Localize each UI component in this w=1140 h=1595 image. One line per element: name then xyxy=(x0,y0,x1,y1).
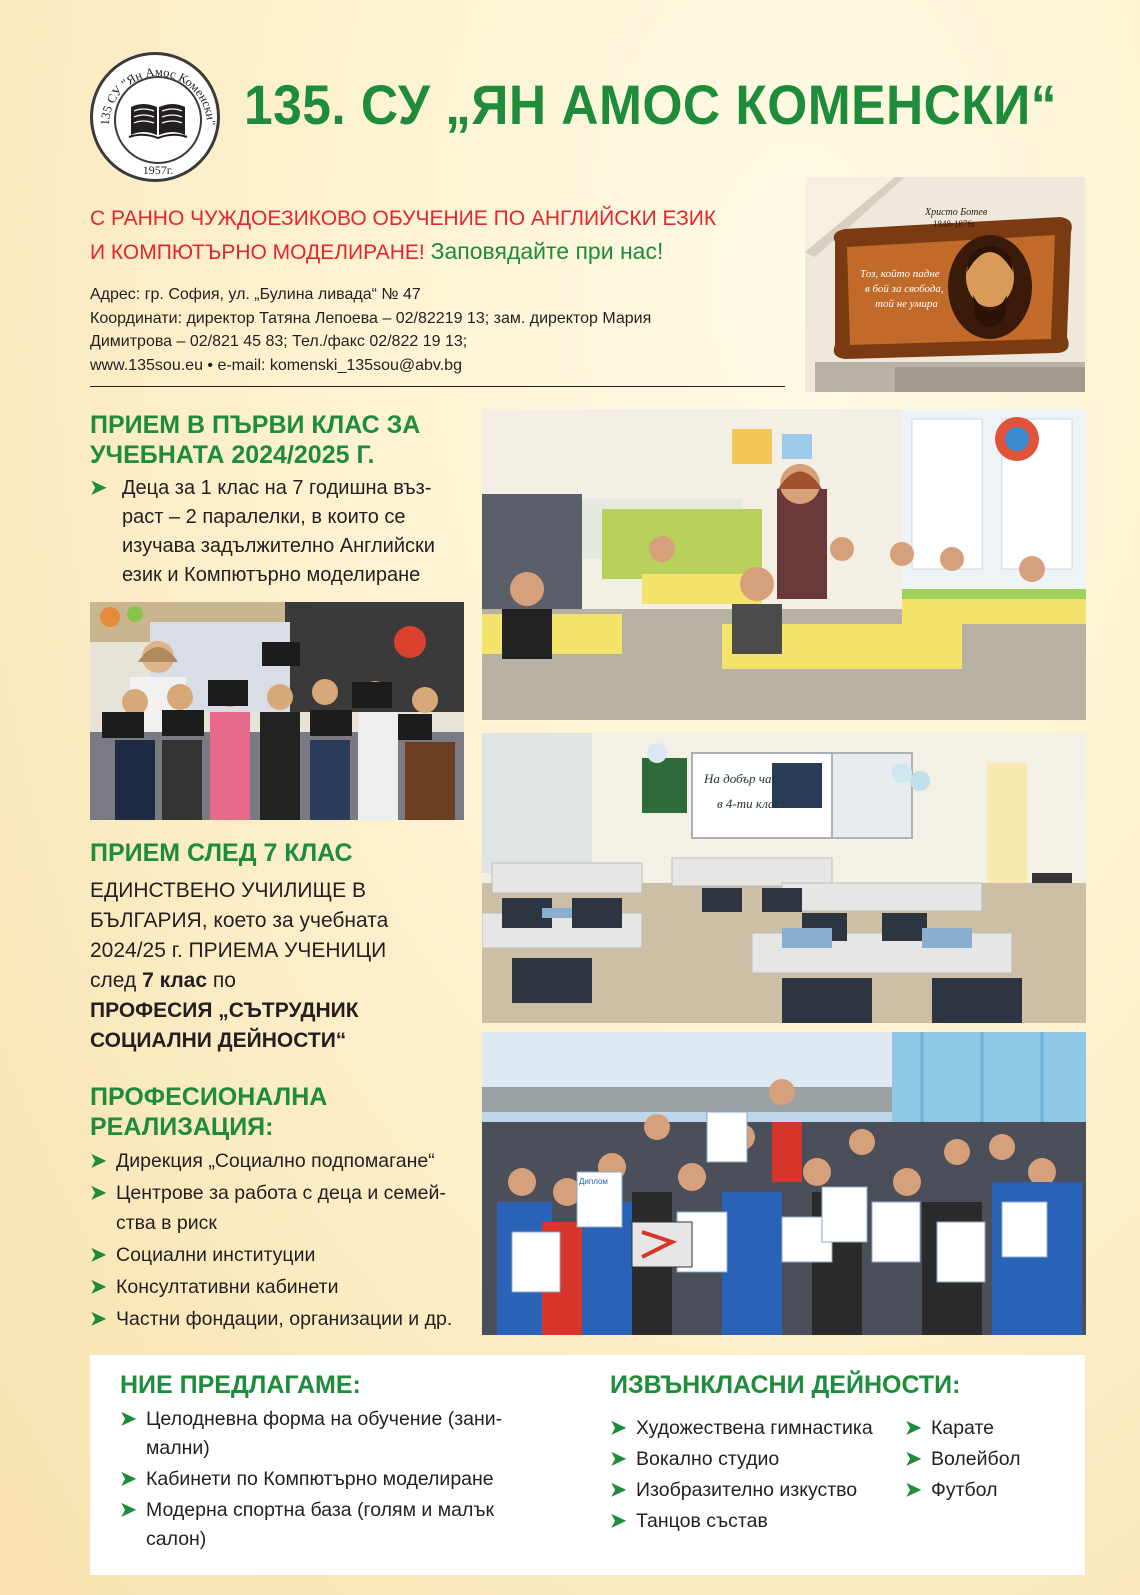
contact-info xyxy=(90,283,790,377)
classroom-photo-1 xyxy=(482,409,1086,720)
list-item-text: Кабинети по Компютърно моделиране xyxy=(146,1468,494,1490)
list-item xyxy=(120,1405,540,1463)
arrow-icon: ➤ xyxy=(90,1308,107,1330)
arrow-icon: ➤ xyxy=(90,1150,107,1172)
bullet-line: език и Компютърно моделиране xyxy=(122,564,421,586)
seventh-grade-text xyxy=(90,876,470,1056)
arrow-icon: ➤ xyxy=(905,1417,922,1439)
text-line: БЪЛГАРИЯ, което за учебната xyxy=(90,909,389,932)
career-heading-line1: ПРОФЕСИОНАЛНА xyxy=(90,1083,328,1111)
list-item xyxy=(120,1465,540,1494)
text-fragment: след xyxy=(90,969,143,992)
arrow-icon: ➤ xyxy=(90,1276,107,1298)
bullet-line: Деца за 1 клас на 7 годишна въз- xyxy=(122,477,432,499)
tagline-invite: Заповядайте при нас! xyxy=(430,238,664,264)
mural-name: Христо Ботев xyxy=(925,207,988,218)
offer-list xyxy=(120,1405,540,1556)
extracurricular-col1 xyxy=(610,1413,900,1537)
arrow-icon: ➤ xyxy=(90,1244,107,1266)
arrow-icon: ➤ xyxy=(120,1468,137,1490)
list-item-text: мални) xyxy=(146,1437,210,1459)
kids-tablets-photo xyxy=(90,602,464,820)
arrow-icon: ➤ xyxy=(610,1417,627,1439)
arrow-icon: ➤ xyxy=(90,477,107,499)
coordinates-line1: Координати: директор Татяна Лепоева – 02/82219 13; зам. директор Мария xyxy=(90,309,652,327)
list-item-text: Частни фондации, организации и др. xyxy=(116,1308,453,1330)
list-item xyxy=(90,1304,470,1334)
list-item xyxy=(905,1475,1065,1506)
list-item xyxy=(90,1146,470,1176)
list-item-text: Модерна спортна база (голям и малък xyxy=(146,1499,495,1521)
bottom-info-box xyxy=(90,1355,1085,1575)
first-grade-heading-line1: ПРИЕМ В ПЪРВИ КЛАС ЗА xyxy=(90,411,421,439)
arrow-icon: ➤ xyxy=(90,1182,107,1204)
tagline-line1: С РАННО ЧУЖДОЕЗИКОВО ОБУЧЕНИЕ ПО АНГЛИЙСКИ ЕЗИК xyxy=(90,207,717,230)
first-grade-bullet xyxy=(90,474,496,590)
list-item-text: Вокално студио xyxy=(636,1448,780,1470)
offer-heading: НИЕ ПРЕДЛАГАМЕ: xyxy=(120,1371,361,1399)
list-item-text: Художествена гимнастика xyxy=(636,1417,873,1439)
list-item xyxy=(610,1506,900,1537)
list-item-text: Футбол xyxy=(931,1479,998,1501)
address: Адрес: гр. София, ул. „Булина ливада“ № 47 xyxy=(90,286,421,303)
botev-mural-photo xyxy=(805,177,1085,392)
list-item-text: Центрове за работа с деца и семей- xyxy=(116,1182,446,1204)
career-list xyxy=(90,1146,470,1336)
arrow-icon: ➤ xyxy=(120,1408,137,1430)
list-item xyxy=(905,1413,1065,1444)
coordinates-line2: Димитрова – 02/821 45 83; Тел./факс 02/822 19 13; xyxy=(90,333,468,350)
arrow-icon: ➤ xyxy=(610,1479,627,1501)
logo-year: 1957г. xyxy=(142,163,174,177)
career-heading xyxy=(90,1082,470,1142)
logo-text: 135 СУ "Ян Амос Коменски" xyxy=(97,64,219,126)
certificate-label: Диплом xyxy=(579,1177,608,1186)
list-item xyxy=(610,1444,900,1475)
page-title: 135. СУ „ЯН АМОС КОМЕНСКИ“ xyxy=(244,73,1057,136)
extracurricular-heading: ИЗВЪНКЛАСНИ ДЕЙНОСТИ: xyxy=(610,1371,961,1399)
list-item xyxy=(610,1413,900,1444)
text-bold-fragment: 7 клас xyxy=(142,969,208,992)
text-line: ЕДИНСТВЕНО УЧИЛИЩЕ В xyxy=(90,879,366,902)
career-heading-line2: РЕАЛИЗАЦИЯ: xyxy=(90,1113,274,1141)
whiteboard-text1: На добър час xyxy=(704,771,778,786)
arrow-icon: ➤ xyxy=(120,1499,137,1521)
mural-years: 1848-1876г xyxy=(933,219,976,229)
arrow-icon: ➤ xyxy=(610,1510,627,1532)
mural-quote3: той не умира xyxy=(875,298,938,310)
list-item-text: салон) xyxy=(146,1528,207,1550)
list-item-text: Карате xyxy=(931,1417,995,1439)
bullet-line: раст – 2 паралелки, в които се xyxy=(122,506,406,528)
first-grade-heading-line2: УЧЕБНАТА 2024/2025 Г. xyxy=(90,441,375,469)
arrow-icon: ➤ xyxy=(610,1448,627,1470)
ski-group-photo xyxy=(482,1032,1086,1335)
list-item xyxy=(90,1272,470,1302)
list-item xyxy=(120,1496,540,1554)
mural-quote1: Тоз, който падне xyxy=(860,268,940,280)
profession-line1: ПРОФЕСИЯ „СЪТРУДНИК xyxy=(90,999,359,1022)
list-item-text: Дирекция „Социално подпомагане“ xyxy=(116,1150,435,1172)
tagline xyxy=(90,203,790,269)
list-item-text: Социални институции xyxy=(116,1244,316,1266)
extracurricular-col2 xyxy=(905,1413,1065,1506)
list-item-text: ства в риск xyxy=(116,1212,217,1234)
list-item-text: Изобразително изкуство xyxy=(636,1479,858,1501)
arrow-icon: ➤ xyxy=(905,1448,922,1470)
text-line: 2024/25 г. ПРИЕМА УЧЕНИЦИ xyxy=(90,939,387,962)
list-item-text: Целодневна форма на обучение (зани- xyxy=(146,1408,503,1430)
first-grade-heading xyxy=(90,410,470,470)
list-item-text: Танцов състав xyxy=(636,1510,768,1532)
whiteboard-text2: в 4-ти клас! xyxy=(717,796,785,811)
list-item-text: Консултативни кабинети xyxy=(116,1276,339,1298)
bullet-line: изучава задължително Английски xyxy=(122,535,435,557)
arrow-icon: ➤ xyxy=(905,1479,922,1501)
list-item-text: Волейбол xyxy=(931,1448,1021,1470)
list-item xyxy=(610,1475,900,1506)
classroom-photo-2 xyxy=(482,733,1086,1023)
mural-quote2: в бой за свобода, xyxy=(865,283,944,295)
profession-line2: СОЦИАЛНИ ДЕЙНОСТИ“ xyxy=(90,1029,347,1052)
list-item xyxy=(90,1240,470,1270)
list-item xyxy=(905,1444,1065,1475)
divider xyxy=(90,386,785,387)
tagline-line2: И КОМПЮТЪРНО МОДЕЛИРАНЕ! xyxy=(90,241,425,264)
text-fragment: по xyxy=(207,969,236,992)
seventh-grade-heading: ПРИЕМ СЛЕД 7 КЛАС xyxy=(90,839,353,867)
list-item xyxy=(90,1178,470,1238)
web-email: www.135sou.eu • e-mail: komenski_135sou@abv.bg xyxy=(90,356,462,374)
school-logo xyxy=(90,52,220,182)
